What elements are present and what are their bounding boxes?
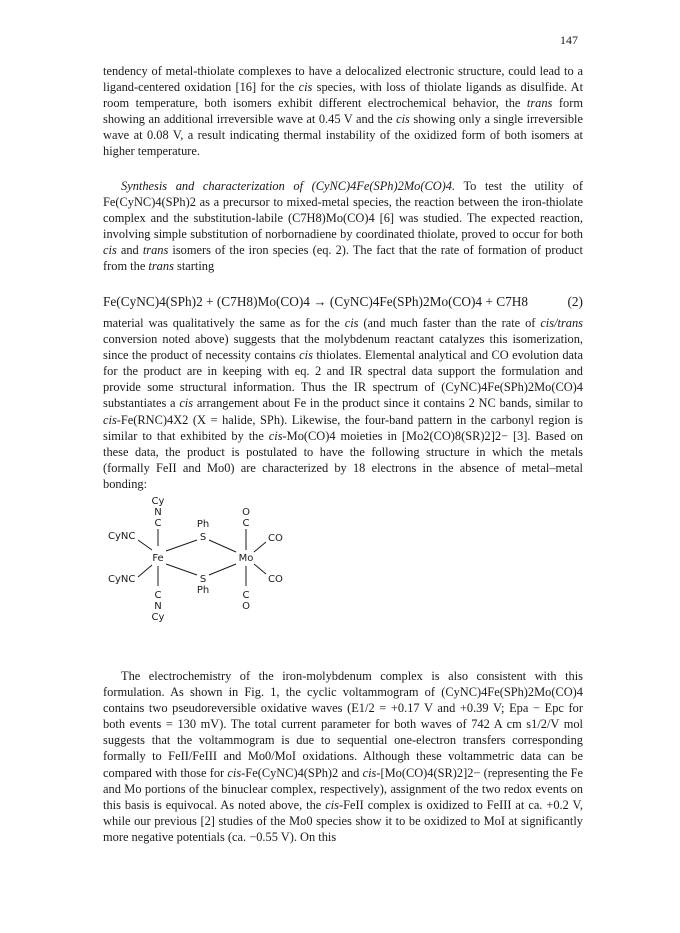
text-run: showing only a single irreversible wave at 0.08 V, a result indicating thermal instability of the oxidized form of both isomers at higher temperature. — [103, 112, 583, 159]
italic-run: cis — [299, 348, 313, 363]
c-label-top: C — [154, 518, 162, 529]
text-run: -FeII complex is oxidized to FeIII at ca. +0.2 V, while our previous [2] studies of the Mo0 species show it to be oxidized to MoI at significantly more negative potentials (ca. −0.55 V). On this — [103, 797, 583, 844]
paragraph-2 — [103, 178, 583, 275]
text-run: thiolates. Elemental analytical and CO evolution data for the product are in keeping with eq. 2 and IR spectral data support the formulation and provide some structural information. Thus the IR spectrum of (CyNC)4Fe(SPh)2Mo(CO)4 substantiates a — [103, 348, 583, 411]
bond-fe-cync-top — [138, 540, 152, 550]
text-run: (and much faster than the rate of — [358, 316, 541, 330]
co-right-bottom-label: CO — [268, 574, 283, 585]
text-run: material was qualitatively the same as for the — [103, 316, 345, 330]
text-run: -Fe(CyNC)4(SPh)2 and — [241, 765, 363, 780]
italic-run: cis/trans — [540, 316, 583, 330]
ph-label-top: Ph — [196, 519, 210, 530]
paragraph-3-text — [103, 315, 583, 492]
c-label-top-mo: C — [242, 518, 250, 529]
co-right-top-label: CO — [268, 533, 283, 544]
italic-run: cis — [344, 316, 359, 330]
equation-text: Fe(CyNC)4(SPh)2 + (C7H8)Mo(CO)4 → (CyNC)4Fe(SPh)2Mo(CO)4 + C7H8 — [103, 294, 528, 309]
text-run: -Mo(CO)4 moieties in [Mo2(CO)8(SR)2]2− [3]. Based on these data, the product is postulated to have the following structure in which the metals (formally FeII and Mo0) are characterized by 18 electrons in the absence of metal–metal bonding: — [103, 428, 583, 491]
bond-mo-s-bottom — [209, 564, 236, 575]
cy-label-top: Cy — [151, 496, 165, 507]
italic-run: cis — [298, 80, 313, 95]
paragraph-3 — [103, 315, 583, 492]
italic-run: trans — [148, 259, 174, 274]
n-label-top: N — [154, 507, 162, 518]
italic-run: cis — [179, 396, 194, 411]
o-label-top: O — [242, 507, 250, 518]
text-run: starting — [173, 259, 215, 274]
n-label-bottom: N — [154, 601, 162, 612]
italic-run: cis — [362, 765, 377, 780]
text-run: isomers of the iron species (eq. 2). The fact that the rate of formation of product from the — [103, 243, 583, 274]
cync-left-top-label: CyNC — [108, 531, 136, 542]
chemical-structure-diagram — [108, 494, 308, 654]
s-label-bottom: S — [199, 574, 207, 585]
equation-2 — [103, 293, 583, 311]
text-run: form showing an additional irreversible wave at 0.45 V and the — [103, 96, 583, 127]
text-run: -[Mo(CO)4(SR)2]2− (representing the Fe and Mo portions of the binuclear complex, respectively), assignment of the two redox events on this basis is equivocal. As noted above, the — [103, 765, 583, 812]
bond-fe-s-top — [166, 540, 197, 551]
italic-run: trans — [142, 243, 169, 258]
text-run: arrangement about Fe in the product since it contains 2 NC bands, similar to — [193, 396, 584, 411]
italic-run: cis — [103, 243, 117, 258]
text-run: conversion noted above) suggests that the molybdenum reactant catalyzes this isomerization, since the product of necessity contains — [103, 332, 583, 363]
c-label-bottom: C — [154, 590, 162, 601]
s-label-top: S — [199, 532, 207, 543]
italic-run: cis — [103, 412, 117, 427]
bond-mo-co-top — [254, 542, 266, 552]
c-label-bottom-mo: C — [242, 590, 250, 601]
cync-left-bottom-label: CyNC — [108, 574, 136, 585]
italic-run: cis — [227, 765, 242, 780]
bond-fe-s-bottom — [166, 564, 197, 575]
italic-run: cis — [325, 797, 339, 812]
page-number: 147 — [560, 33, 578, 47]
paragraph-1 — [103, 63, 583, 160]
ph-label-bottom: Ph — [196, 585, 210, 596]
paragraph-4 — [103, 668, 583, 845]
cy-label-bottom: Cy — [151, 612, 165, 623]
text-run: tendency of metal-thiolate complexes to have a delocalized electronic structure, could lead to a ligand-centered oxidation [16] for the — [103, 64, 583, 95]
equation-number: (2) — [567, 294, 583, 309]
text-run: and — [116, 243, 143, 258]
text-run: To test the utility of Fe(CyNC)4(SPh)2 as a precursor to mixed-metal species, the reaction between the iron-thiolate complex and the substitution-labile (C7H8)Mo(CO)4 [6] was studied. The expected reaction, involving simple substitution of norbornadiene by coordinated thiolate, proved to occur for both — [103, 179, 583, 242]
fe-atom-label: Fe — [152, 553, 164, 564]
italic-run: cis — [396, 112, 410, 127]
italic-run: cis — [268, 428, 283, 443]
bond-fe-cync-bottom — [138, 565, 152, 577]
text-run: The electrochemistry of the iron-molybdenum complex is also consistent with this formulation. As shown in Fig. 1, the cyclic voltammogram of (CyNC)4Fe(SPh)2Mo(CO)4 contains two pseudoreversible oxidative waves (E1/2 = +0.17 V and +0.39 V; Epa − Epc for both events = 130 mV). The total current parameter for both waves of 742 A cm s1/2/V mol suggests that the voltammogram is due to sequential one-electron transfers corresponding formally to FeII/FeIII and Mo0/MoI oxidations. Although these voltammetric data can be compared with those for — [103, 669, 583, 780]
paragraph-4-text — [103, 668, 583, 845]
text-run: species, with loss of thiolate ligands as disulfide. At room temperature, both isomers exhibit different electrochemical behavior, the — [103, 80, 584, 111]
bond-mo-s-top — [209, 540, 236, 552]
paragraph-2-text — [103, 178, 583, 275]
o-label-bottom: O — [242, 601, 250, 612]
section-heading: Synthesis and characterization of (CyNC)4Fe(SPh)2Mo(CO)4. — [121, 179, 456, 193]
paragraph-1-text — [103, 63, 583, 160]
italic-run: trans — [526, 96, 553, 111]
mo-atom-label: Mo — [238, 553, 254, 564]
bond-mo-co-bottom — [254, 564, 266, 574]
text-run: -Fe(RNC)4X2 (X = halide, SPh). Likewise, the four-band pattern in the carbonyl region is similar to that exhibited by the — [103, 412, 583, 443]
